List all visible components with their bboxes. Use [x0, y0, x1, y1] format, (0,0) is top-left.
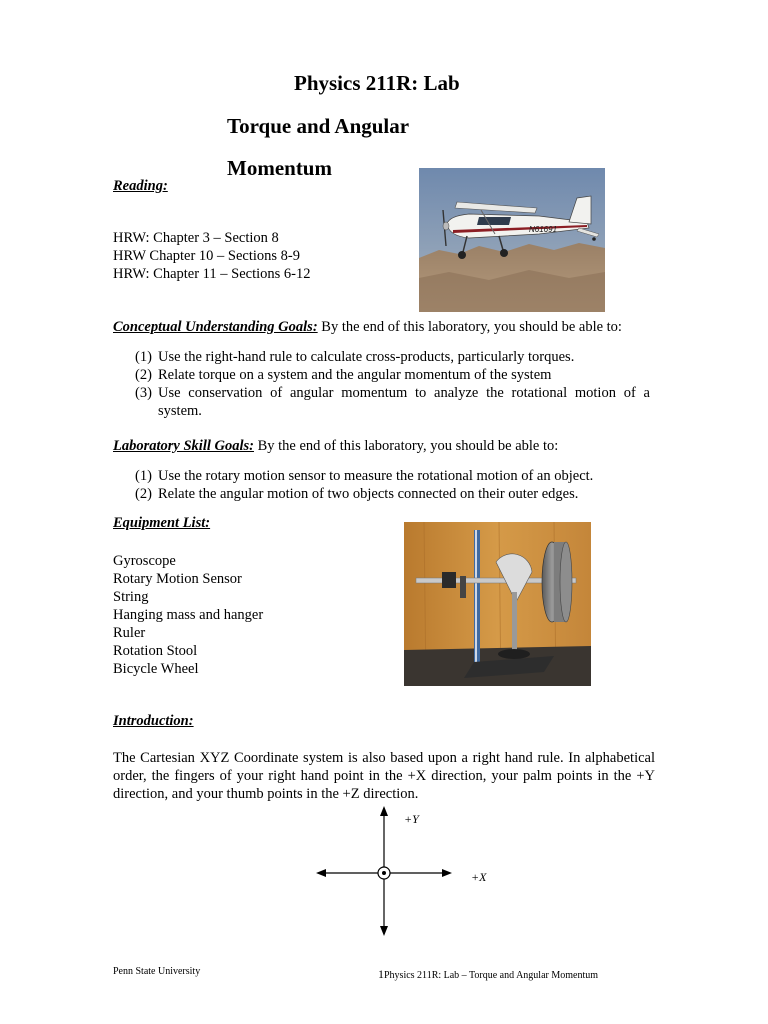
equipment-item: Gyroscope: [113, 553, 176, 569]
footer-left: Penn State University: [113, 966, 201, 977]
introduction-paragraph: The Cartesian XYZ Coordinate system is also based upon a right hand rule. In alphabetical order, the fingers of your right hand point in the +X direction, your palm points in the +Y direction, and your thumb points in the +Z direction.: [113, 750, 655, 802]
list-item: (1) Use the rotary motion sensor to measure the rotational motion of an object.: [135, 468, 594, 484]
list-item: (3) Use conservation of angular momentum to analyze the rotational motion of a system.: [135, 385, 650, 419]
footer-right: [378, 967, 598, 982]
equipment-item: Bicycle Wheel: [113, 661, 199, 677]
footer-title: Physics 211R: Lab – Torque and Angular Momentum: [384, 970, 599, 981]
equipment-item: Rotary Motion Sensor: [113, 571, 242, 587]
reading-item: HRW Chapter 10 – Sections 8-9: [113, 248, 301, 264]
reading-heading: Reading:: [113, 178, 168, 194]
conceptual-goals-heading: Conceptual Understanding Goals:: [113, 319, 318, 335]
x-axis-right-arrow: [442, 869, 452, 877]
y-axis-label: +Y: [404, 812, 419, 826]
gyroscope-illustration: [404, 522, 591, 686]
skill-goals-intro: [113, 437, 653, 455]
equipment-list: [113, 552, 263, 678]
equipment-item: Rotation Stool: [113, 643, 198, 659]
y-axis-up-arrow: [380, 806, 388, 816]
list-item: (2) Relate torque on a system and the angular momentum of the system: [135, 367, 552, 383]
list-item: (2) Relate the angular motion of two objects connected on their outer edges.: [135, 486, 579, 502]
tail-number: N61691: [529, 225, 558, 234]
skill-goals-intro-text: By the end of this laboratory, you should be able to:: [253, 438, 559, 454]
title-line-3: Momentum: [227, 156, 332, 180]
reading-item: HRW: Chapter 3 – Section 8: [113, 230, 279, 246]
conceptual-goals-intro-text: By the end of this laboratory, you should be able to:: [317, 319, 622, 335]
conceptual-goals-intro: [113, 318, 653, 336]
airplane-photo: [419, 168, 605, 312]
airplane-illustration: [419, 168, 605, 312]
equipment-item: Hanging mass and hanger: [113, 607, 264, 623]
title-line-2: Torque and Angular: [227, 114, 410, 138]
list-item: (1) Use the right-hand rule to calculate cross-products, particularly torques.: [135, 349, 575, 365]
conceptual-goals-list: [135, 348, 650, 420]
introduction-heading: Introduction:: [113, 713, 194, 729]
reading-list: [113, 229, 310, 283]
equipment-item: String: [113, 589, 149, 605]
x-axis-label: +X: [471, 870, 487, 884]
z-axis-dot-icon: [382, 871, 386, 875]
gyroscope-photo: [404, 522, 591, 686]
reading-item: HRW: Chapter 11 – Sections 6-12: [113, 266, 311, 282]
equipment-heading: Equipment List:: [113, 515, 211, 531]
skill-goals-list: [135, 467, 655, 503]
skill-goals-heading: Laboratory Skill Goals:: [113, 438, 254, 454]
equipment-item: Ruler: [113, 625, 146, 641]
coordinate-axes-diagram: [300, 800, 500, 945]
title-line-1: Physics 211R: Lab: [294, 71, 460, 95]
y-axis-down-arrow: [380, 926, 388, 936]
page-number: 1: [378, 967, 384, 981]
x-axis-left-arrow: [316, 869, 326, 877]
